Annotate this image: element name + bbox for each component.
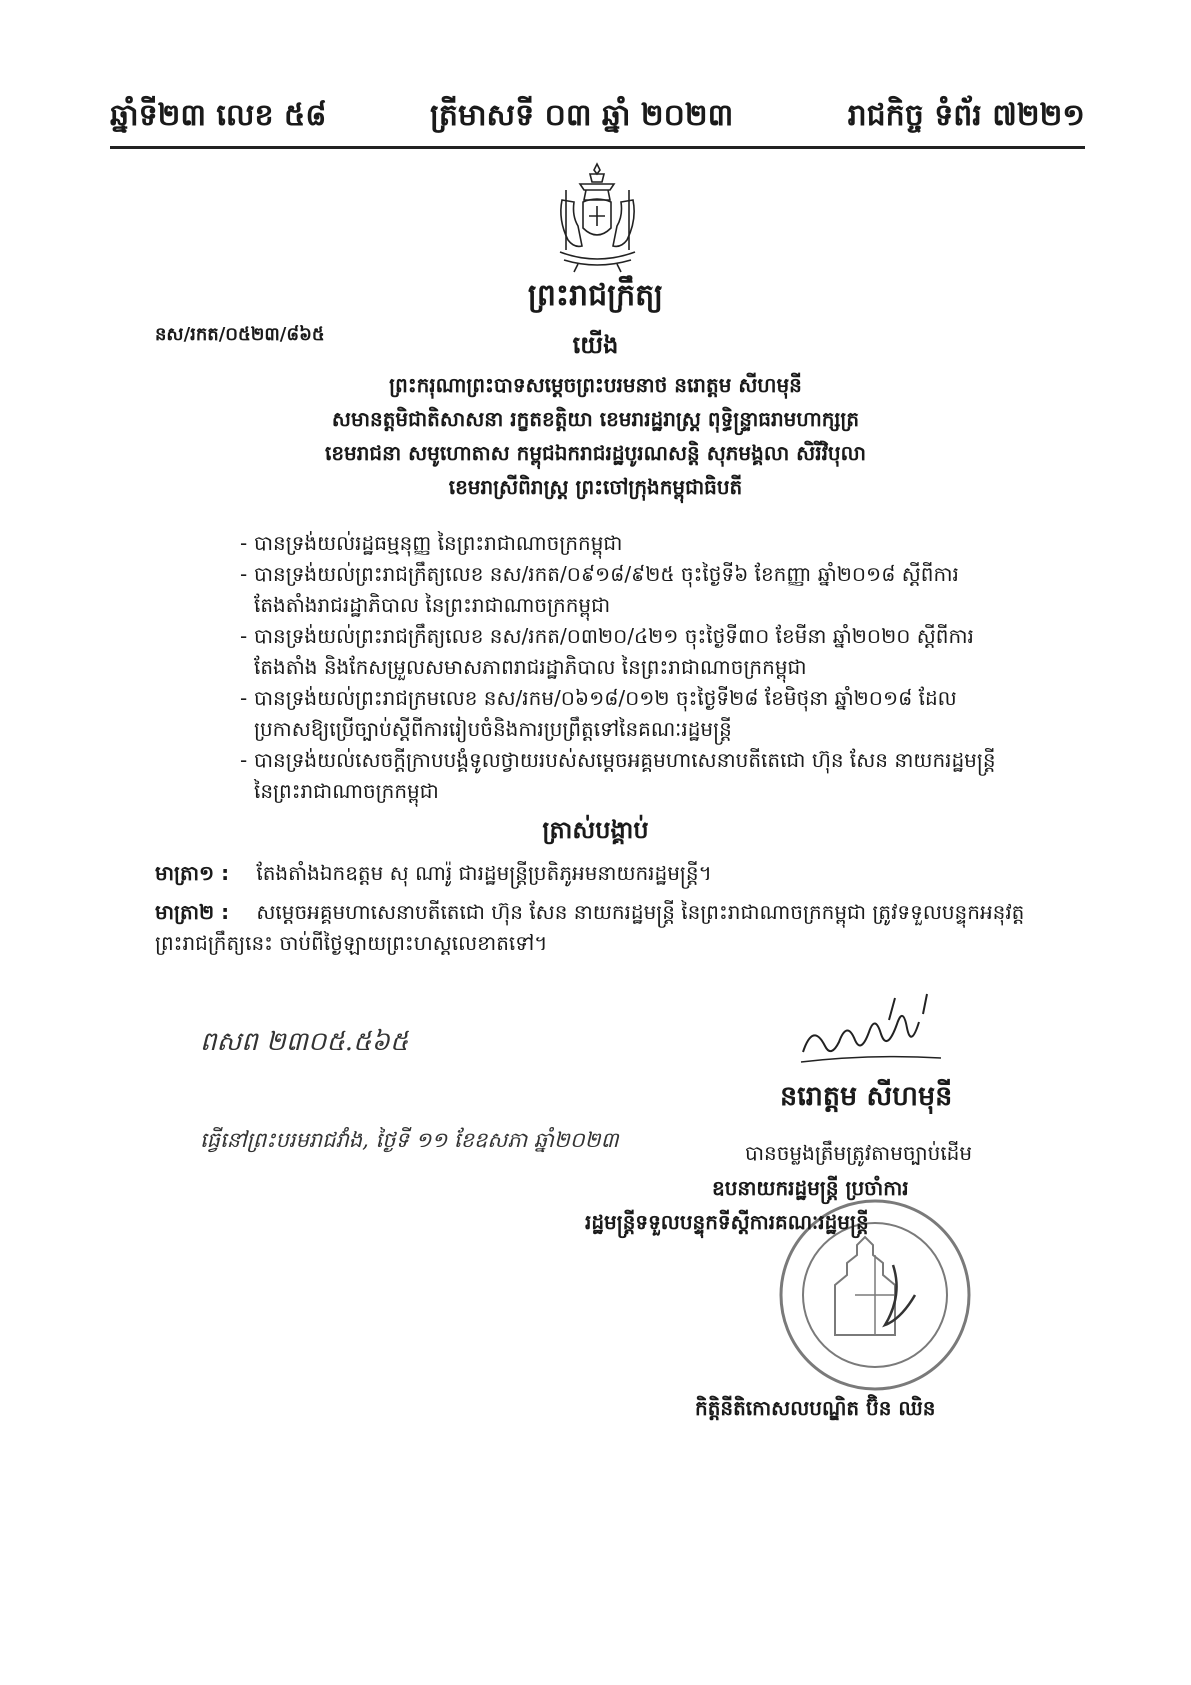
recital-item: - បានទ្រង់យល់ព្រះរាជក្រឹត្យលេខ នស/រកត/០៣២០/៤២១ ចុះថ្ងៃទី៣០ ខែមីនា ឆ្នាំ២០២០ ស្តីពីការតែងតាំង និងកែសម្រួលសមាសភាពរាជរដ្ឋាភិបាល នៃព្រះរាជាណាចក្រកម្ពុជា — [240, 621, 1020, 683]
article-label: មាត្រា២ : — [155, 900, 230, 924]
reference-number: នស/រកត/០៥២៣/៨៦៥ — [155, 324, 325, 345]
header-divider — [110, 146, 1085, 149]
king-title-line: សមានត្តមិជាតិសាសនា រក្ខតខត្តិយា ខេមរារដ្ឋរាស្ត្រ ពុទ្ធិន្ទ្រាធរាមហាក្សត្រ — [331, 407, 860, 431]
king-title-line: ខេមរាជនា សមូហោតាស កម្ពុជឯករាជរដ្ឋបូរណសន្តិ សុភមង្គលា សិរីវិបុលា — [324, 441, 867, 465]
recitals-list — [240, 528, 1020, 807]
recital-item: - បានទ្រង់យល់រដ្ឋធម្មនុញ្ញ នៃព្រះរាជាណាចក្រកម្ពុជា — [240, 528, 1020, 559]
recital-item: - បានទ្រង់យល់ព្រះរាជក្រឹត្យលេខ នស/រកត/០៩១៨/៩២៥ ចុះថ្ងៃទី៦ ខែកញ្ញា ឆ្នាំ២០១៨ ស្តីពីការតែងតាំងរាជរដ្ឋាភិបាល នៃព្រះរាជាណាចក្រកម្ពុជា — [240, 559, 1020, 621]
certifier-name: កិត្តិនីតិកោសលបណ្ឌិត ប៊ិន ឈិន — [695, 1396, 936, 1420]
deputy-pm-title: ឧបនាយករដ្ឋមន្ត្រី ប្រចាំការ — [712, 1176, 909, 1200]
article-2 — [155, 897, 1025, 959]
we-heading: យើង — [572, 331, 619, 359]
decides-heading: ត្រាស់បង្គាប់ — [542, 816, 649, 844]
recital-item: - បានទ្រង់យល់សេចក្តីក្រាបបង្គំទូលថ្វាយរបស់សម្តេចអគ្គមហាសេនាបតីតេជោ ហ៊ុន សែន នាយករដ្ឋមន្ត្រី នៃព្រះរាជាណាចក្រកម្ពុជា — [240, 745, 1020, 807]
gazette-year-issue: ឆ្នាំទី២៣ លេខ ៥៨ — [110, 98, 327, 133]
gazette-page-number: រាជកិច្ច ទំព័រ ៧២២១ — [847, 98, 1085, 133]
king-title-line: ព្រះករុណាព្រះបាទសម្តេចព្រះបរមនាថ នរោត្តម សីហមុនី — [389, 373, 802, 397]
king-title-line: ខេមរាស្រីពិរាស្ត្រ ព្រះចៅក្រុងកម្ពុជាធិបតី — [448, 475, 743, 499]
minister-title: រដ្ឋមន្ត្រីទទួលបន្ទុកទីស្តីការគណៈរដ្ឋមន្ត្រី — [585, 1210, 869, 1234]
handwritten-reference: ពសព ២៣០៥.៥៦៥ — [200, 1027, 409, 1057]
article-1 — [155, 858, 1025, 889]
document-title: ព្រះរាជក្រឹត្យ — [527, 278, 664, 313]
gazette-quarter: ត្រីមាសទី ០៣ ឆ្នាំ ២០២៣ — [430, 98, 734, 133]
recital-item: - បានទ្រង់យល់ព្រះរាជក្រមលេខ នស/រកម/០៦១៨/០១២ ចុះថ្ងៃទី២៨ ខែមិថុនា ឆ្នាំ២០១៨ ដែលប្រកាសឱ្យប្រើច្បាប់ស្តីពីការរៀបចំនិងការប្រព្រឹត្តទៅនៃគណៈរដ្ឋមន្ត្រី — [240, 683, 1020, 745]
article-text: សម្តេចអគ្គមហាសេនាបតីតេជោ ហ៊ុន សែន នាយករដ្ឋមន្ត្រី នៃព្រះរាជាណាចក្រកម្ពុជា ត្រូវទទួលបន្ទុកអនុវត្តព្រះរាជក្រឹត្យនេះ ចាប់ពីថ្ងៃឡាយព្រះហស្តលេខាតទៅ។ — [155, 900, 1025, 955]
article-label: មាត្រា១ : — [155, 861, 230, 885]
article-text: តែងតាំងឯកឧត្តម សុ ណារ៉ូ ជារដ្ឋមន្ត្រីប្រតិភូអមនាយករដ្ឋមន្ត្រី។ — [256, 861, 712, 885]
place-and-date: ធ្វើនៅព្រះបរមរាជវាំង, ថ្ងៃទី ១១ ខែឧសភា ឆ្នាំ២០២៣ — [200, 1128, 619, 1152]
king-signature — [795, 990, 955, 1070]
gazette-header — [110, 96, 1085, 140]
signer-name: នរោត្តម សីហមុនី — [780, 1081, 953, 1112]
king-titles — [0, 368, 1191, 504]
certified-copy-note: បានចម្លងត្រឹមត្រូវតាមច្បាប់ដើម — [745, 1141, 973, 1165]
royal-coat-of-arms-icon — [550, 160, 645, 278]
